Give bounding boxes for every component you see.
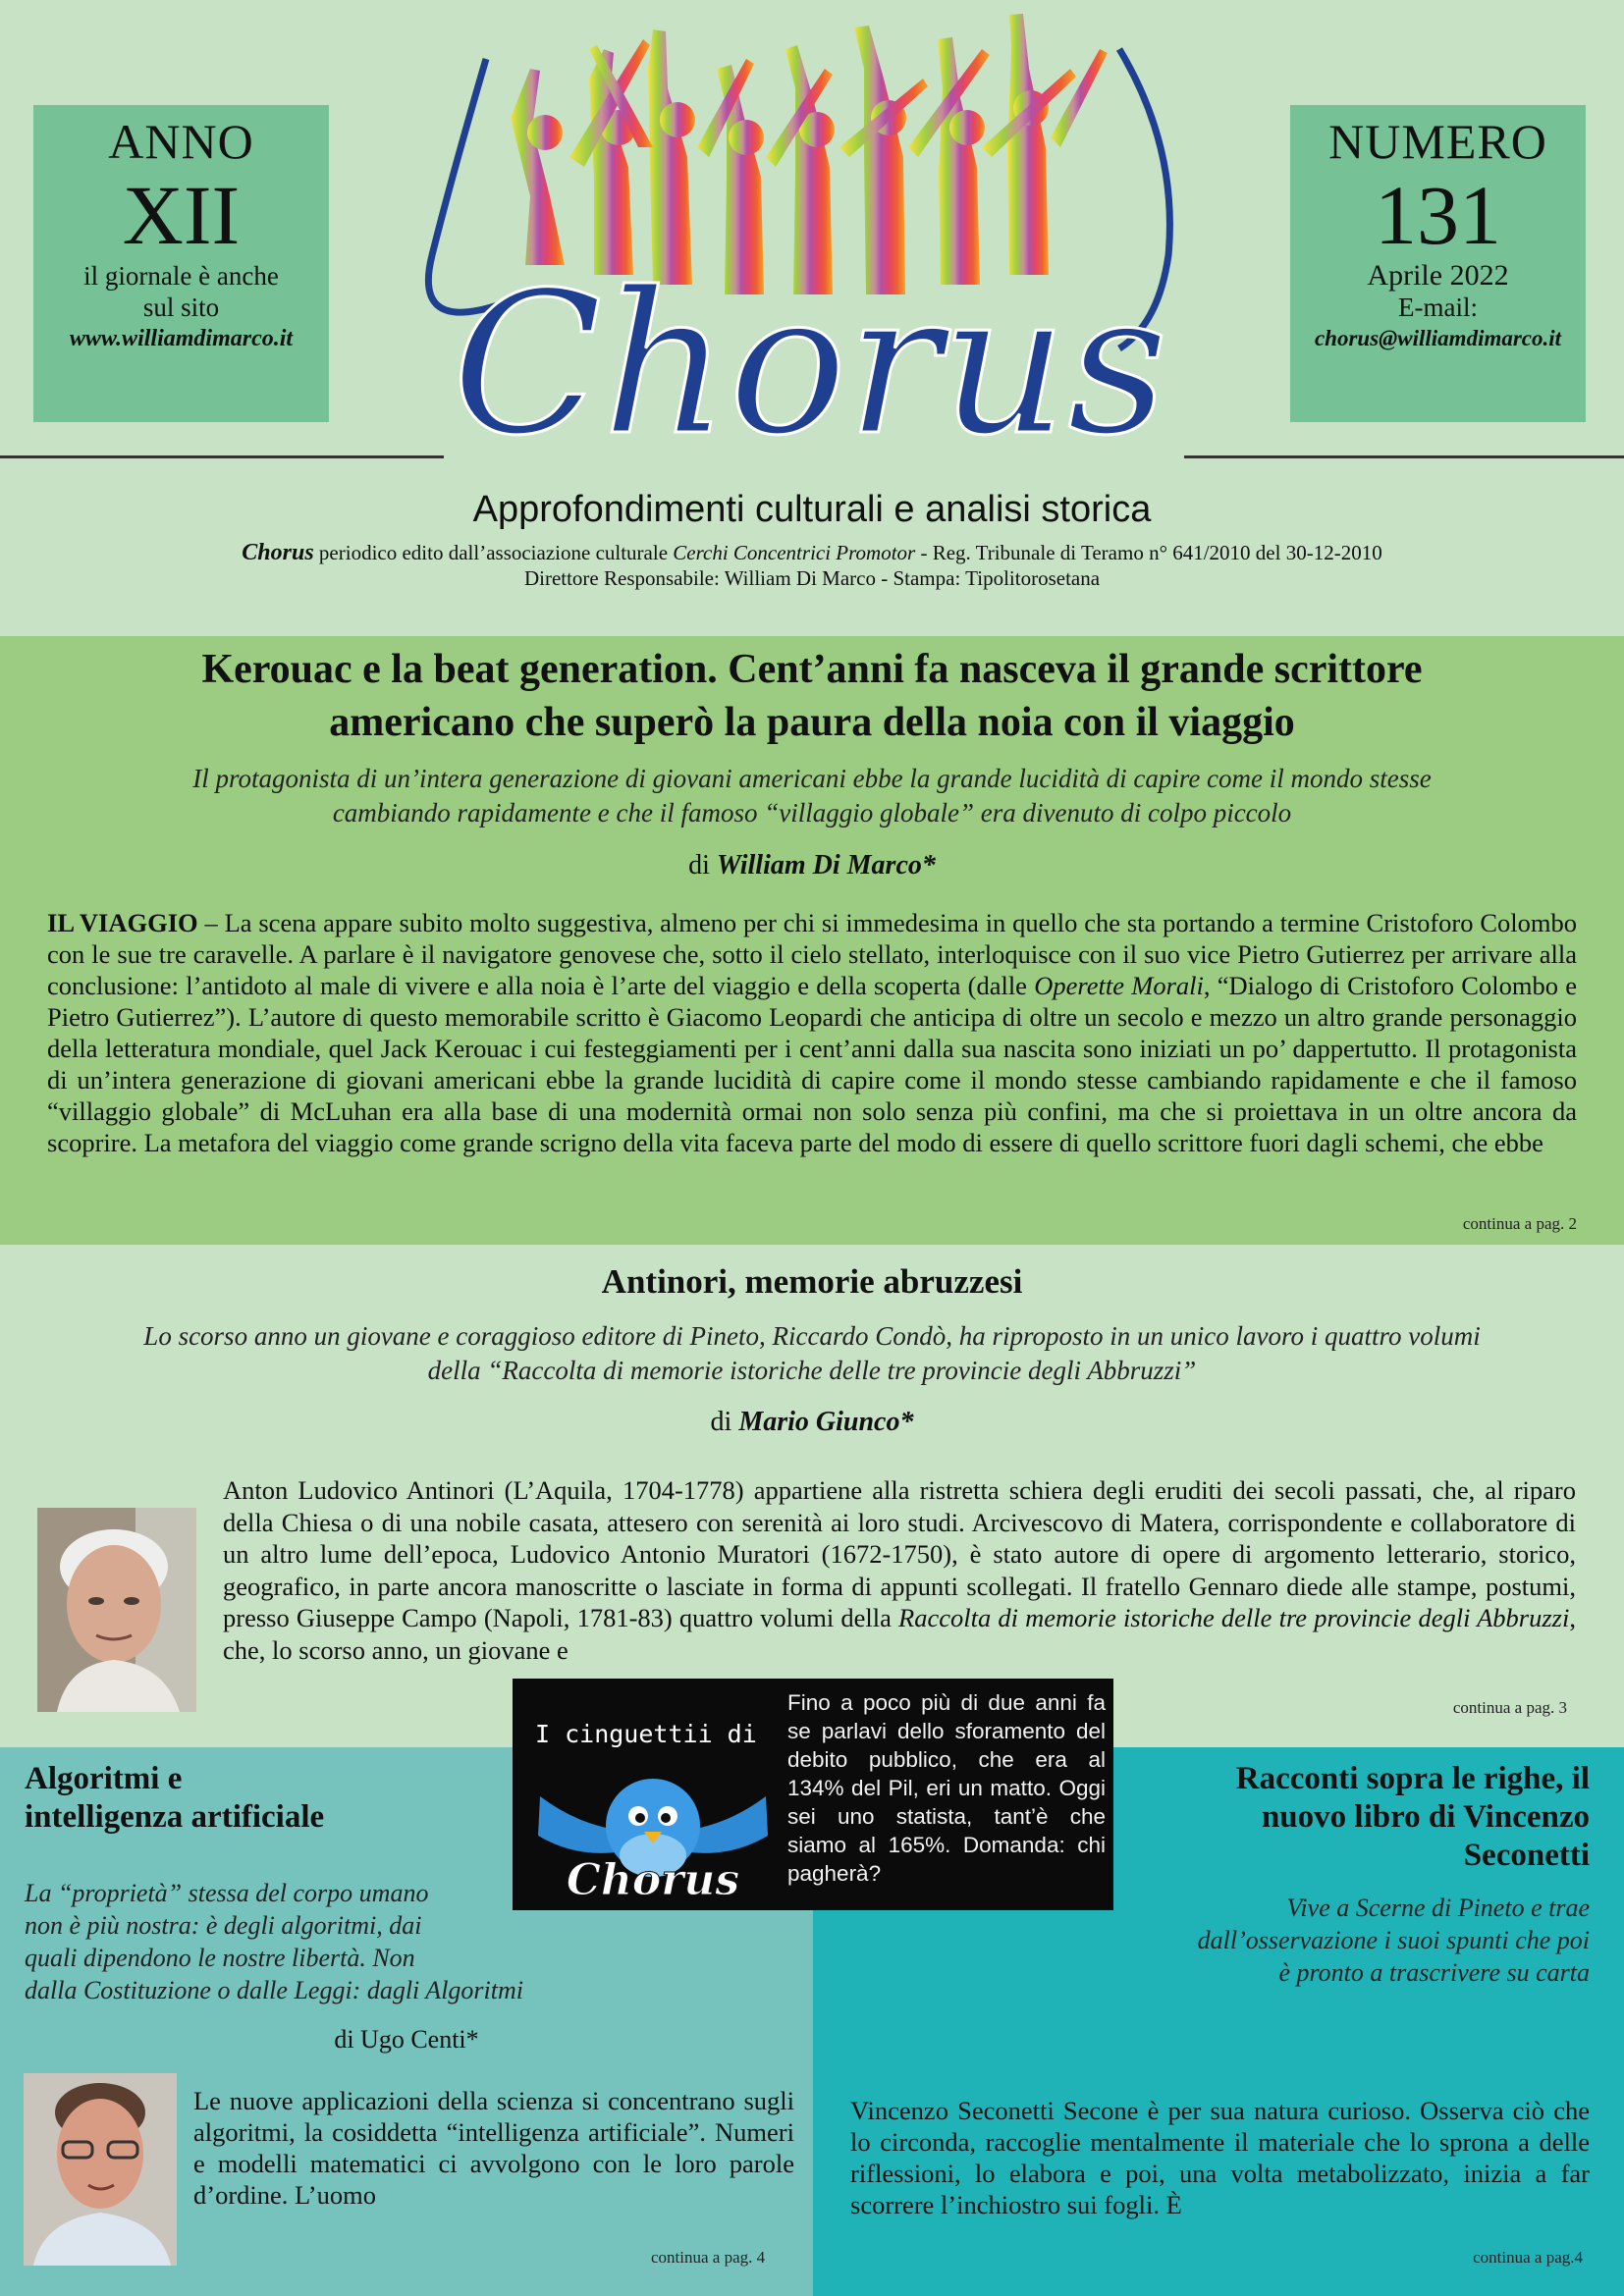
- lead-deck-line2: cambiando rapidamente e che il famoso “villaggio globale” era divenuto di colpo piccolo: [332, 798, 1292, 828]
- second-body-b: , che, lo scorso anno, un giovane e: [223, 1603, 1576, 1665]
- algorithms-deck-line4: dalla Costituzione o dalle Leggi: dagli Algoritmi: [25, 1976, 523, 2004]
- lead-article-title: [39, 643, 1585, 749]
- lead-continue-link[interactable]: continua a pag. 2: [1462, 1214, 1577, 1233]
- lead-article-byline: [0, 850, 1624, 881]
- lead-kicker: IL VIAGGIO: [47, 908, 198, 937]
- lead-body-italic: Operette Morali: [1034, 971, 1204, 1000]
- editorial-line2: Direttore Responsabile: William Di Marco - Stampa: Tipolitorosetana: [523, 566, 1101, 590]
- masthead-rule-left: [0, 455, 444, 458]
- algorithms-deck-line3: quali dipendono le nostre libertà. Non: [25, 1944, 415, 1972]
- second-article-title: Antinori, memorie abruzzesi: [601, 1262, 1023, 1301]
- tweet-header: I cinguettii di: [535, 1720, 757, 1748]
- tweet-brand: Chorus: [566, 1855, 740, 1904]
- seconetti-deck: [1198, 1892, 1590, 1989]
- seconetti-deck-line3: è pronto a trascrivere su carta: [1278, 1958, 1590, 1987]
- seconetti-title: [1236, 1760, 1590, 1875]
- second-deck-line2: della “Raccolta di memorie istoriche delle tre provincie degli Abbruzzi”: [427, 1356, 1197, 1385]
- issue-number: 131: [1375, 168, 1501, 262]
- algorithms-title: [25, 1760, 324, 1837]
- seconetti-body: Vincenzo Seconetti Secone è per sua natura curioso. Osserva ciò che lo circonda, raccoglie mentalmente il materiale che lo sprona a delle riflessioni, lo elabora e poi, una volta metabolizzato, inizia a far scorrere l’inchiostro sui fogli. È: [850, 2096, 1590, 2219]
- editorial-line1: [0, 540, 1624, 565]
- algorithms-deck-line1: La “proprietà” stessa del corpo umano: [25, 1879, 429, 1907]
- email-label: E-mail:: [1398, 293, 1478, 322]
- second-article-deck: [39, 1319, 1585, 1388]
- lead-deck-line1: Il protagonista di un’intera generazione di giovani americani ebbe la grande lucidità di capire come il mondo stesse: [192, 764, 1432, 793]
- logo-wordmark: Chorus: [452, 250, 1168, 461]
- lead-body-b: , “Dialogo di Cristoforo Colombo e Pietro Gutierrez”). L’autore di questo memorabile scritto è Giacomo Leopardi che anticipa di oltre un secolo e mezzo un altro grande personaggio della letteratura mondiale, quel Jack Kerouac i cui festeggiamenti per i cent’anni dalla sua nascita sono iniziati un po’ dappertutto. Il protagonista di un’intera generazione di giovani americani ebbe la grande lucidità di capire come il mondo stesse cambiando rapidamente e che il famoso “villaggio globale” di McLuhan era alla base di una modernità ormai non solo senza più confini, ma che si proiettava in un oltre ancora da scoprire. La metafora del viaggio come grande scrigno della vita faceva parte del modo di essere di quello scrittore fuori dagli schemi, che ebbe: [47, 971, 1577, 1157]
- seconetti-title-line2: nuovo libro di Vincenzo: [1261, 1799, 1590, 1835]
- editorial-info: [0, 540, 1624, 591]
- issue-label: NUMERO: [1328, 114, 1547, 169]
- issue-date: Aprile 2022: [1367, 259, 1509, 292]
- editorial-text-a: periodico edito dall’associazione culturale: [313, 541, 674, 564]
- seconetti-deck-line2: dall’osservazione i suoi spunti che poi: [1197, 1926, 1590, 1954]
- year-label: ANNO: [108, 114, 254, 169]
- lead-by-prefix: di: [688, 850, 717, 881]
- editorial-association: Cerchi Concentrici Promotor: [673, 541, 916, 564]
- site-link[interactable]: www.williamdimarco.it: [69, 326, 294, 351]
- second-continue-link[interactable]: continua a pag. 3: [1452, 1698, 1567, 1717]
- email-link[interactable]: chorus@williamdimarco.it: [1314, 326, 1562, 350]
- algorithms-byline: di Ugo Centi*: [334, 2025, 479, 2054]
- mario-giunco-photo: [37, 1508, 196, 1712]
- algorithms-deck: [25, 1877, 523, 2006]
- masthead-rule-right: [1184, 455, 1624, 458]
- second-author: Mario Giunco*: [738, 1407, 914, 1437]
- lead-author: William Di Marco*: [716, 850, 936, 881]
- second-body-a: Anton Ludovico Antinori (L’Aquila, 1704-1778) appartiene alla ristretta schiera degli eruditi dei secoli passati, che, al riparo della Chiesa o di una nobile casata, attesero con serenità ai loro studi. Arcivescovo di Matera, corrispondente e collaboratore di un altro lume dell’epoca, Ludovico Antonio Muratori (1672-1750), è stato autore di opere di argomento letterario, storico, geografico, in parte ancora manoscritte o lasciate in forma di appunti scollegati. Il fratello Gennaro diede alle stampe, postumi, presso Giuseppe Campo (Napoli, 1781-83) quattro volumi della: [223, 1475, 1576, 1632]
- newspaper-subtitle: Approfondimenti culturali e analisi storica: [472, 489, 1152, 530]
- seconetti-title-line3: Seconetti: [1463, 1838, 1590, 1873]
- algorithms-title-line2: intelligenza artificiale: [25, 1799, 325, 1835]
- seconetti-title-line1: Racconti sopra le righe, il: [1235, 1761, 1590, 1796]
- year-box: [33, 105, 329, 422]
- lead-title-line1: Kerouac e la beat generation. Cent’anni fa nasceva il grande scrittore: [201, 647, 1423, 692]
- second-body-italic: Raccolta di memorie istoriche delle tre provincie degli Abbruzzi: [898, 1603, 1570, 1632]
- second-deck-line1: Lo scorso anno un giovane e coraggioso editore di Pineto, Riccardo Condò, ha riproposto in un unico lavoro i quattro volumi: [143, 1321, 1481, 1351]
- ugo-centi-photo: [24, 2073, 177, 2266]
- lead-body-a: – La scena appare subito molto suggestiva, almeno per chi si immedesima in quello che sta portando a termine Cristoforo Colombo con le sue tre caravelle. A parlare è il navigatore genovese che, sotto il cielo stellato, interloquisce con il suo vice Pietro Gutierrez per arrivare alla conclusione: l’antidoto al male di vivere e alla noia è l’arte del viaggio e della scoperta (dalle: [47, 908, 1577, 1000]
- lead-article-deck: [39, 762, 1585, 830]
- lead-title-line2: americano che superò la paura della noia con il viaggio: [329, 700, 1295, 745]
- second-article-byline: [0, 1407, 1624, 1438]
- site-note-line2: sul sito: [142, 293, 220, 322]
- site-note-line1: il giornale è anche: [83, 261, 279, 291]
- bluebird-icon: [520, 1757, 785, 1904]
- algorithms-title-line1: Algoritmi e: [25, 1761, 183, 1796]
- seconetti-deck-line1: Vive a Scerne di Pineto e trae: [1286, 1894, 1590, 1922]
- chorus-logo: [393, 10, 1227, 461]
- algorithms-continue-link[interactable]: continua a pag. 4: [651, 2248, 766, 2267]
- algorithms-deck-line2: non è più nostra: è degli algoritmi, dai: [25, 1911, 422, 1940]
- tweet-text: Fino a poco più di due anni fa se parlavi dello sforamento del debito pubblico, che era al 134% del Pil, eri un matto. Oggi sei uno statista, tant’è che siamo al 165%. Domanda: chi pagherà?: [787, 1690, 1106, 1886]
- issue-box: [1290, 105, 1586, 422]
- algorithms-body: Le nuove applicazioni della scienza si concentrano sugli algoritmi, la cosiddetta “intelligenza artificiale”. Numeri e modelli matematici ci avvolgono con le loro parole d’ordine. L’uomo: [193, 2086, 794, 2210]
- year-value: XII: [122, 168, 241, 262]
- lead-article-body: [47, 907, 1577, 1158]
- second-article-body: [223, 1474, 1576, 1666]
- editorial-brand: Chorus: [242, 540, 314, 565]
- seconetti-continue-link[interactable]: continua a pag.4: [1473, 2248, 1583, 2267]
- second-by-prefix: di: [710, 1407, 739, 1437]
- editorial-text-b: - Reg. Tribunale di Teramo n° 641/2010 del 30-12-2010: [915, 541, 1382, 564]
